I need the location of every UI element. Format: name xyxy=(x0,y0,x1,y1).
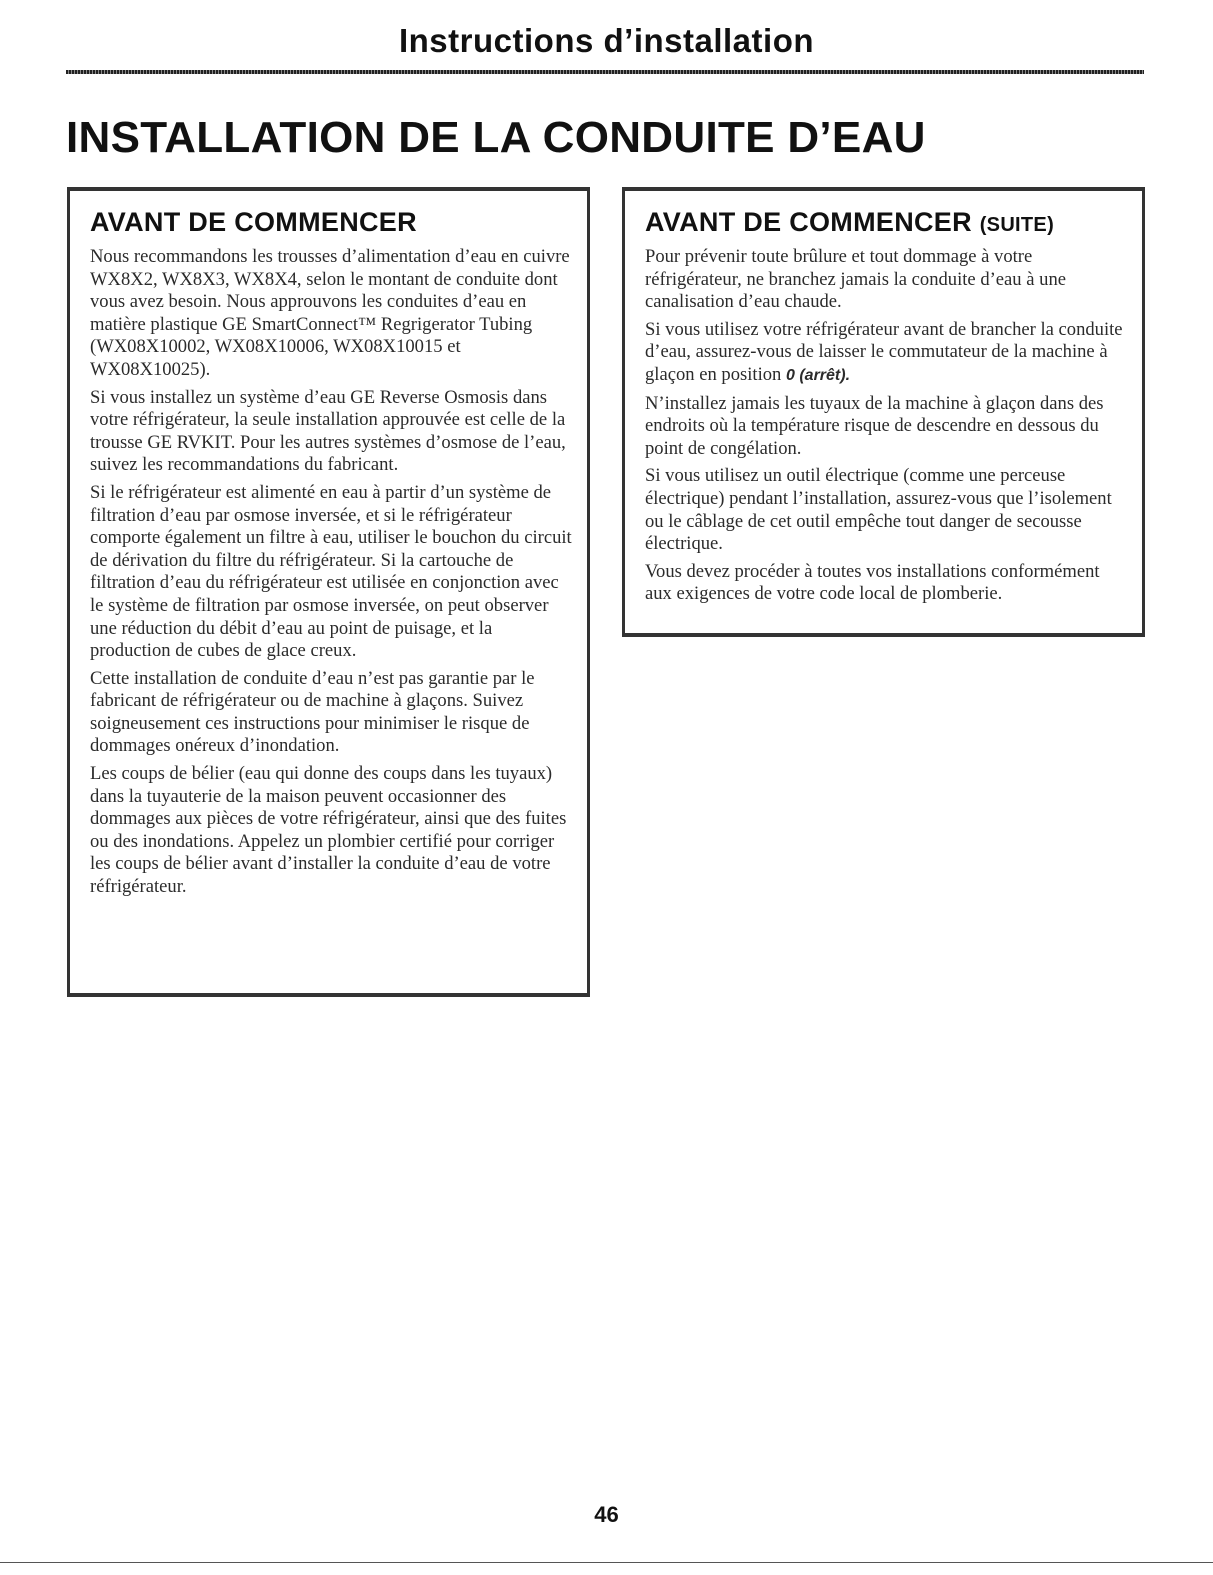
before-you-begin-continued-box xyxy=(622,187,1145,637)
footer-rule xyxy=(0,1562,1213,1563)
section-title: INSTALLATION DE LA CONDUITE D’EAU xyxy=(66,113,926,162)
paragraph-copper-kits: Nous recommandons les trousses d’alimentation d’eau en cuivre WX8X2, WX8X3, WX8X4, selon le montant de conduite dont vous avez besoin. Nous approuvons les conduites d’eau en matière plastique GE SmartConnect™ Regrigerator Tubing (WX08X10002, WX08X10006, WX08X10015 et WX08X10025). xyxy=(90,246,570,380)
paragraph-reverse-osmosis: Si vous installez un système d’eau GE Reverse Osmosis dans votre réfrigérateur, la seule installation approuvée est celle de la trousse GE RVKIT. Pour les autres systèmes d’osmose de l’eau, suivez les recommandations du fabricant. xyxy=(90,386,566,476)
paragraph-water-hammer: Les coups de bélier (eau qui donne des coups dans les tuyaux) dans la tuyauterie de la maison peuvent occasionner des dommages aux pièces de votre réfrigérateur, ainsi que des fuites ou des inondations. Appelez un plombier certifié pour corriger les coups de bélier avant d’installer la conduite d’eau de votre réfrigérateur. xyxy=(90,763,567,898)
paragraph-filter-bypass: Si le réfrigérateur est alimenté en eau à partir d’un système de filtration d’eau par osmose inversée, et si le réfrigérateur comporte également un filtre à eau, utiliser le bouchon du circuit de dérivation du filtre du réfrigérateur. Si la cartouche de filtration d’eau du réfrigérateur est utilisée en conjonction avec le système de filtration par osmose inversée, on peut observer une réduction du débit d’eau au point de puisage, et la production de cubes de glace creux. xyxy=(90,481,572,662)
paragraph-hot-water: Pour prévenir toute brûlure et tout dommage à votre réfrigérateur, ne branchez jamais la conduite d’eau à une canalisation d’eau chaude. xyxy=(645,246,1067,313)
switch-off-position: 0 (arrêt). xyxy=(786,366,851,384)
box-heading: AVANT DE COMMENCER xyxy=(90,207,417,237)
paragraph-warranty: Cette installation de conduite d’eau n’est pas garantie par le fabricant de réfrigérateur ou de machine à glaçons. Suivez soigneusement ces instructions pour minimiser le risque de dommages onéreux d’inondation. xyxy=(90,667,535,757)
header-rule xyxy=(66,70,1144,74)
paragraph-plumbing-code: Vous devez procéder à toutes vos installations conformément aux exigences de votre code local de plomberie. xyxy=(645,560,1100,605)
paragraph-freezing: N’installez jamais les tuyaux de la machine à glaçon dans des endroits où la température risque de descendre en dessous du point de congélation. xyxy=(645,392,1104,459)
page-header-title: Instructions d’installation xyxy=(398,22,815,59)
before-you-begin-box xyxy=(67,187,590,997)
box-heading-suffix: (SUITE) xyxy=(979,214,1055,236)
page-number: 46 xyxy=(594,1502,619,1527)
paragraph-switch-off xyxy=(645,319,1130,388)
switch-instruction-text: Si vous utilisez votre réfrigérateur avant de brancher la conduite d’eau, assurez-vous de laisser le commutateur de la machine à glaçon en position xyxy=(645,318,1123,385)
paragraph-electric-tool: Si vous utilisez un outil électrique (comme une perceuse électrique) pendant l’installation, assurez-vous que l’isolement ou le câblage de cet outil empêche tout danger de secousse électrique. xyxy=(645,465,1112,555)
box-heading-text: AVANT DE COMMENCER xyxy=(645,207,972,237)
box-heading-continued xyxy=(645,207,1130,238)
